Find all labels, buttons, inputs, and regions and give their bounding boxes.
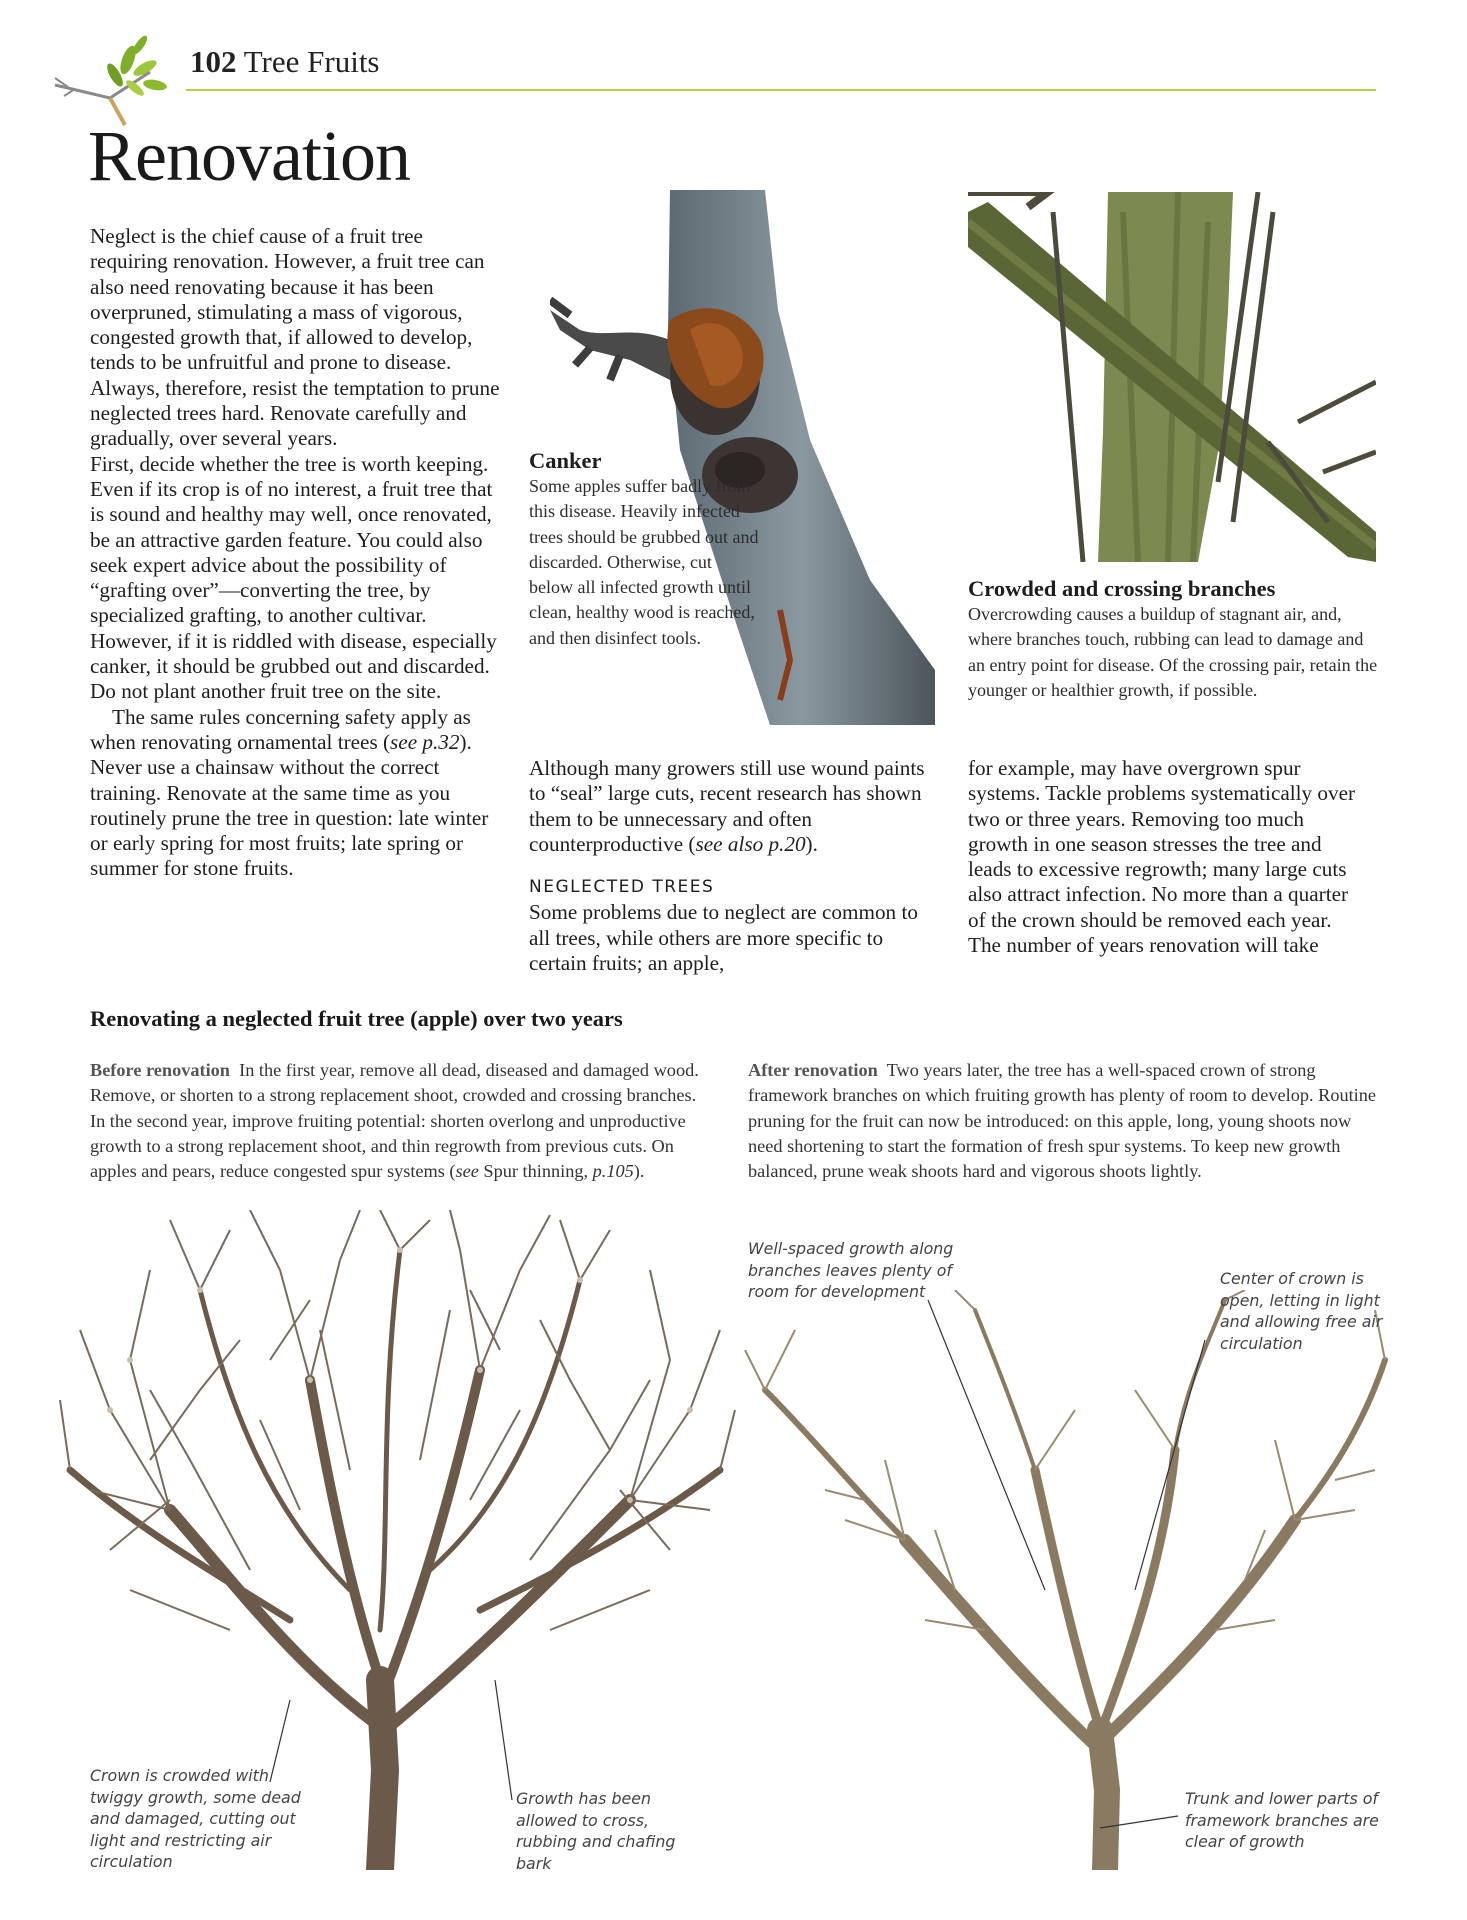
- cross-reference: see p.32: [390, 729, 460, 754]
- crowded-caption: [968, 576, 1378, 703]
- body-column-3: [968, 756, 1368, 958]
- page-number: 102: [190, 44, 237, 79]
- canker-caption: [529, 448, 759, 651]
- after-renovation-text: After renovation Two years later, the tree has a well-spaced crown of strong framework branches on which fruiting growth has plenty of room to develop. Routine pruning for the fruit can now be introduced: on this apple, long, young shoots now need shortening to start the formation of fresh spur systems. To keep new growth balanced, prune weak shoots hard and vigorous shoots lightly.: [748, 1060, 1377, 1182]
- cross-reference: see also p.20: [695, 831, 806, 856]
- body-column-2: [529, 756, 929, 976]
- tree-after-illustration: [735, 1290, 1395, 1870]
- annotation-open-center: Center of crown is open, letting in light and allowing free air circulation: [1220, 1269, 1383, 1353]
- subheading-neglected-trees: NEGLECTED TREES: [529, 877, 715, 898]
- annotation-crossing-growth: Growth has been allowed to cross, rubbing and chafing bark: [516, 1789, 676, 1873]
- annotation-crowded-crown: Crown is crowded with twiggy growth, some dead and damaged, cutting out light and restricting air circulation: [90, 1766, 301, 1871]
- before-lead: Before renovation: [90, 1060, 230, 1080]
- crowded-text: Overcrowding causes a buildup of stagnant air, and, where branches touch, rubbing can lead to damage and an entry point for disease. Of the crossing pair, retain the younger or healthier growth, if possible.: [968, 604, 1378, 700]
- intro-paragraph-2: First, decide whether the tree is worth keeping. Even if its crop is of no interest, a fruit tree that is sound and healthy may well, once renovated, be an attractive garden feature. You could also seek expert advice about the possibility of “grafting over”—converting the tree, by specialized grafting, to another cultivar. However, if it is riddled with disease, especially canker, it should be grubbed out and discarded. Do not plant another fruit tree on the site.: [90, 451, 497, 704]
- header-rule: [186, 89, 1376, 91]
- systematic-paragraph: for example, may have overgrown spur systems. Tackle problems systematically over two or three years. Removing too much growth in one season stresses the tree and leads to excessive regrowth; many large cuts also attract infection. No more than a quarter of the crown should be removed each year. The number of years renovation will take: [968, 756, 1356, 958]
- after-lead: After renovation: [748, 1060, 878, 1080]
- canker-text: Some apples suffer badly from this disease. Heavily infected trees should be grubbed out and discarded. Otherwise, cut below all infected growth until clean, healthy wood is reached, and then disinfect tools.: [529, 476, 759, 648]
- crowded-title: Crowded and crossing branches: [968, 576, 1276, 601]
- crossing-branches-photo: [968, 192, 1376, 562]
- annotation-well-spaced: Well-spaced growth along branches leaves plenty of room for development: [748, 1239, 954, 1301]
- canker-title: Canker: [529, 448, 602, 473]
- before-renovation-text: Before renovation In the first year, remove all dead, diseased and damaged wood. Remove, or shorten to a strong replacement shoot, crowded and crossing branches. In the second year, improve fruiting potential: shorten overlong and unproductive growth to a strong replacement shoot, and thin regrowth from previous cuts. On apples and pears, reduce congested spur systems (see Spur thinning, p.105).: [90, 1060, 699, 1182]
- diagram-heading: Renovating a neglected fruit tree (apple) over two years: [90, 1006, 623, 1031]
- page-title: Renovation: [88, 116, 410, 196]
- intro-paragraph-1: Neglect is the chief cause of a fruit tree requiring renovation. However, a fruit tree can also need renovating because it has been overpruned, stimulating a mass of vigorous, congested growth that, if allowed to develop, tends to be unfruitful and prone to disease. Always, therefore, resist the temptation to prune neglected trees hard. Renovate carefully and gradually, over several years.: [90, 224, 500, 451]
- running-header: [190, 44, 380, 80]
- wound-paint-paragraph: Although many growers still use wound paints to “seal” large cuts, recent research has shown them to be unnecessary and often counterproductive (see also p.20).: [529, 756, 925, 856]
- section-name: Tree Fruits: [243, 44, 380, 79]
- annotation-clear-trunk: Trunk and lower parts of framework branches are clear of growth: [1185, 1789, 1379, 1851]
- intro-paragraph-3: The same rules concerning safety apply as when renovating ornamental trees (see p.32). Never use a chainsaw without the correct training. Renovate at the same time as you routinely prune the tree in question: late winter or early spring for most fruits; late spring or summer for stone fruits.: [90, 704, 489, 881]
- neglected-trees-paragraph: Some problems due to neglect are common to all trees, while others are more specific to certain fruits; an apple,: [529, 900, 918, 976]
- intro-column: [90, 224, 500, 882]
